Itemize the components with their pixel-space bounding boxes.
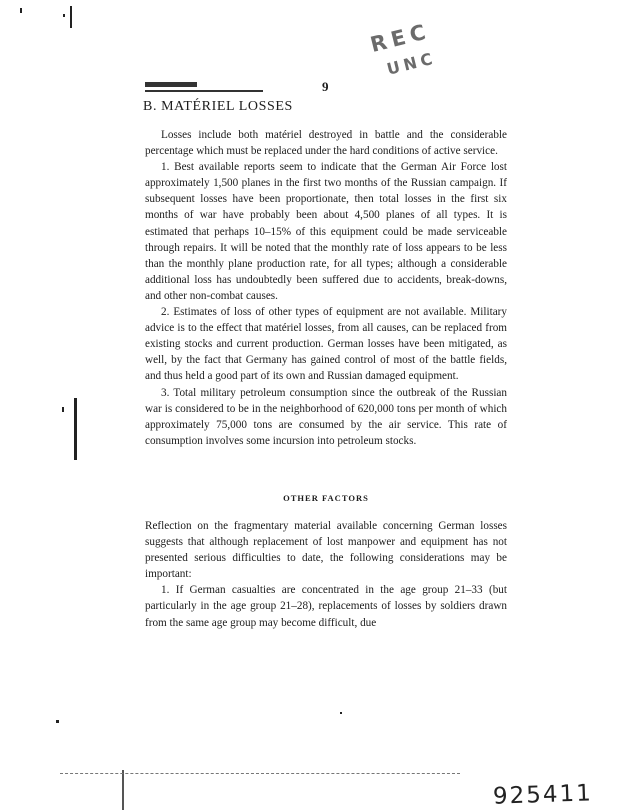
margin-mark-small	[62, 407, 64, 412]
bottom-rule	[60, 773, 460, 774]
paragraph: 1. Best available reports seem to indicate that the German Air Force lost approximately 1,500 planes in the first two months of the Russian campaign. If subsequent losses have been proportionate, then total losses in the first six months of war have probably been about 4,500 planes of all types. It is estimated that perhaps 10–15% of this equipment could be made serviceable through repairs. It will be noted that the monthly rate of loss appears to be less than the monthly plane production rate, for all types; although a considerable additional loss has undoubtedly been suffered due to accidents, break-downs, and other non-combat causes.	[145, 161, 507, 302]
other-factors-body	[145, 518, 507, 631]
header-rule	[145, 90, 263, 92]
stamp-line-1: REC	[367, 18, 433, 57]
scan-dot	[56, 720, 59, 723]
other-factors-heading: OTHER FACTORS	[283, 493, 369, 503]
redacted-header-mark	[145, 82, 197, 87]
handwritten-number: 925411	[492, 780, 594, 810]
paragraph: 3. Total military petroleum consumption since the outbreak of the Russian war is considered to be in the neighborhood of 620,000 tons per month of which approximately 75,000 tons are consumed by the air service. This rate of consumption involves some incursion into petroleum stocks.	[145, 386, 507, 447]
paragraph: Losses include both matériel destroyed in battle and the considerable percentage which must be replaced under the hard conditions of active service.	[145, 129, 507, 158]
section-title: B. MATÉRIEL LOSSES	[143, 99, 293, 114]
section-body	[145, 127, 507, 449]
page-number: 9	[322, 79, 329, 94]
margin-mark	[74, 398, 77, 460]
scan-mark-top-left	[20, 8, 22, 13]
classification-stamp	[365, 0, 530, 100]
paragraph: Reflection on the fragmentary material available concerning German losses suggests that although replacement of lost manpower and equipment has not presented serious difficulties to date, the following considerations may be important:	[145, 520, 507, 581]
scan-mark-top	[70, 6, 72, 28]
scan-dot-2	[340, 712, 342, 714]
scan-mark-top-2	[63, 14, 65, 17]
bottom-mark	[122, 770, 124, 810]
paragraph: 1. If German casualties are concentrated in the age group 21–33 (but particularly in the age group 21–28), replacements of losses by soldiers drawn from the same age group may become difficult, due	[145, 584, 507, 629]
stamp-line-2: UNC	[384, 48, 439, 79]
paragraph: 2. Estimates of loss of other types of equipment are not available. Military advice is to the effect that matériel losses, from all causes, can be replaced from existing stocks and current production. German losses have been mitigated, as well, by the fact that Germany has gained control of most of the battle fields, and thus held a good part of its own and Russian damaged equipment.	[145, 306, 507, 383]
